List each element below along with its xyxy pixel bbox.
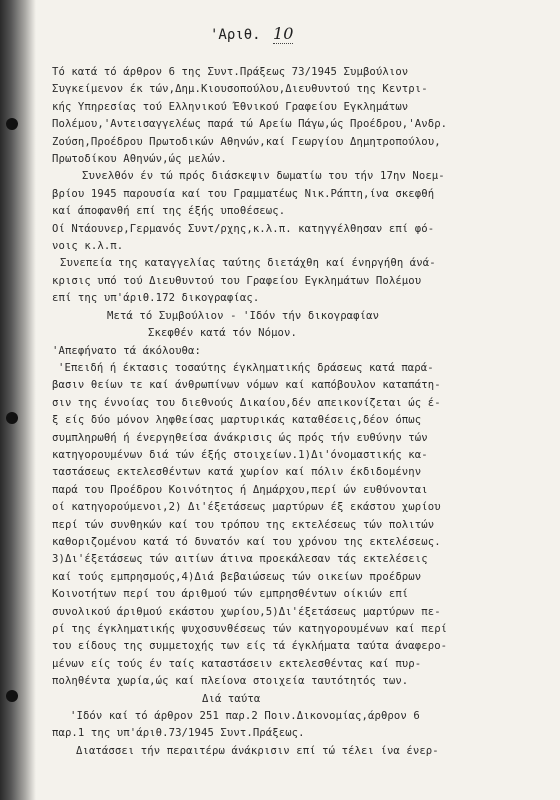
- text-line: Συνελθόν έν τώ πρός διάσκεψιν δωματίω του τήν 17ην Νοεμ-: [82, 170, 445, 183]
- text-line: Τό κατά τό άρθρον 6 της Συντ.Πράξεως 73/1945 Συμβούλιον: [52, 66, 409, 78]
- text-line: Ζούση,Προέδρου Πρωτοδικών Αθηνών,καί Γεωργίου Δημητροπούλου,: [52, 135, 441, 148]
- text-line: κής Υπηρεσίας τού Ελληνικού Έθνικού Γραφείου Εγκλημάτων: [52, 100, 409, 113]
- text-line: σιν της έννοίας του διεθνούς Δικαίου,δέν απεικονίζεται ώς έ-: [52, 396, 441, 409]
- text-line: Διατάσσει τήν περαιτέρω άνάκρισιν επί τώ τέλει ίνα ένερ-: [76, 744, 439, 757]
- text-line: παρ.1 της υπ'άριθ.73/1945 Συντ.Πράξεως.: [52, 727, 305, 740]
- text-line: 'Ιδόν καί τό άρθρον 251 παρ.2 Ποιν.Δικονομίας,άρθρον 6: [70, 710, 420, 723]
- text-line: Σκεφθέν κατά τόν Νόμον.: [148, 327, 297, 340]
- text-line: οί κατηγορούμενοι,2) Δι'έξετάσεως μαρτύρων έξ εκάστου χωρίου: [52, 501, 441, 514]
- text-line: ρί της έγκληματικής ψυχοσυνθέσεως τών κατηγορουμένων καί περί: [52, 623, 448, 635]
- text-line: κρισις υπό τού Διευθυντού του Γραφείου Εγκλημάτων Πολέμου: [52, 274, 422, 287]
- text-line: μένων είς τούς έν ταίς καταστάσειν εκτελεσθέντας καί πυρ-: [52, 657, 422, 670]
- text-line: καθοριζομένου κατά τό δυνατόν καί του χρόνου της εκτελέσεως.: [52, 535, 441, 548]
- text-line: περί τών συνθηκών καί του τρόπου της εκτελέσεως τών πολιτών: [52, 518, 435, 531]
- text-line: Οί Ντάουνερ,Γερμανός Συντ/ρχης,κ.λ.π. κατηγγέλθησαν επί φό-: [52, 222, 435, 235]
- text-line: Πολέμου,'Αντεισαγγελέως παρά τώ Αρείω Πάγω,ώς Προέδρου,'Ανδρ.: [52, 118, 448, 131]
- text-line: ξ είς δύο μόνον ληφθείσας μαρτυρικάς καταθέσεις,δέον όπως: [52, 414, 422, 427]
- text-line: συνολικού άριθμού εκάστου χωρίου,5)Δι'έξετάσεως μαρτύρων πε-: [52, 605, 441, 618]
- document-body: [52, 64, 552, 760]
- binder-hole: [6, 118, 18, 130]
- text-line: παρά του Προέδρου Κοινότητος ή Δημάρχου,περί ών ευθύνονται: [52, 483, 428, 496]
- text-line: συμπληρωθή ή ένεργηθείσα άνάκρισις ώς πρός τήν ευθύνην τών: [52, 431, 428, 444]
- text-line: καί άποφανθή επί της έξής υποθέσεως.: [52, 205, 286, 218]
- text-line: βασιν θείων τε καί άνθρωπίνων νόμων καί καπόβουλον καταπάτη-: [52, 379, 441, 392]
- text-line: 3)Δι'έξετάσεως τών αιτίων άτινα προεκάλεσαν τάς εκτελέσεις: [52, 553, 428, 566]
- number-value: 10: [273, 24, 294, 43]
- text-line: 'Επειδή ή έκτασις τοσαύτης έγκληματικής δράσεως κατά παρά-: [58, 361, 434, 374]
- text-line: Διά ταύτα: [202, 692, 261, 705]
- binder-hole: [6, 690, 18, 702]
- document-number: [210, 24, 293, 43]
- scan-edge-shadow: [0, 0, 36, 800]
- text-line: του είδους της συμμετοχής των είς τά έγκλήματα ταύτα άναφερο-: [52, 640, 448, 653]
- text-line: Μετά τό Συμβούλιον - 'Ιδόν τήν δικογραφίαν: [107, 309, 380, 322]
- text-line: Πρωτοδίκου Αθηνών,ώς μελών.: [52, 153, 227, 166]
- text-line: επί της υπ'άριθ.172 δικογραφίας.: [52, 292, 260, 305]
- number-label: 'Αριθ.: [210, 27, 261, 43]
- text-line: Συνεπεία της καταγγελίας ταύτης διετάχθη καί ένηργήθη άνά-: [60, 257, 436, 270]
- text-line: ταστάσεως εκτελεσθέντων κατά χωρίον καί πόλιν έκδιδομένην: [52, 466, 422, 479]
- text-line: καί τούς εμπρησμούς,4)Διά βεβαιώσεως τών οικείων προέδρων: [52, 570, 422, 583]
- text-line: Συγκείμενον έκ τών,Δημ.Κιουσοπούλου,Διευθυντού της Κεντρι-: [52, 83, 428, 96]
- text-line: κατηγορουμένων διά τών έξής στοιχείων.1)Δι'όνομαστικής κα-: [52, 448, 428, 461]
- text-line: βρίου 1945 παρουσία καί του Γραμματέως Νικ.Ράπτη,ίνα σκεφθή: [52, 187, 435, 200]
- text-line: ποληθέντα χωρία,ώς καί πλείονα στοιχεία ταυτότητός των.: [52, 675, 409, 688]
- text-line: Κοινοτήτων περί του άριθμού τών εμπρησθέντων οίκιών επί: [52, 588, 409, 601]
- text-line: νοις κ.λ.π.: [52, 240, 124, 253]
- binder-hole: [6, 412, 18, 424]
- text-line: 'Απεφήνατο τά άκόλουθα:: [52, 344, 201, 357]
